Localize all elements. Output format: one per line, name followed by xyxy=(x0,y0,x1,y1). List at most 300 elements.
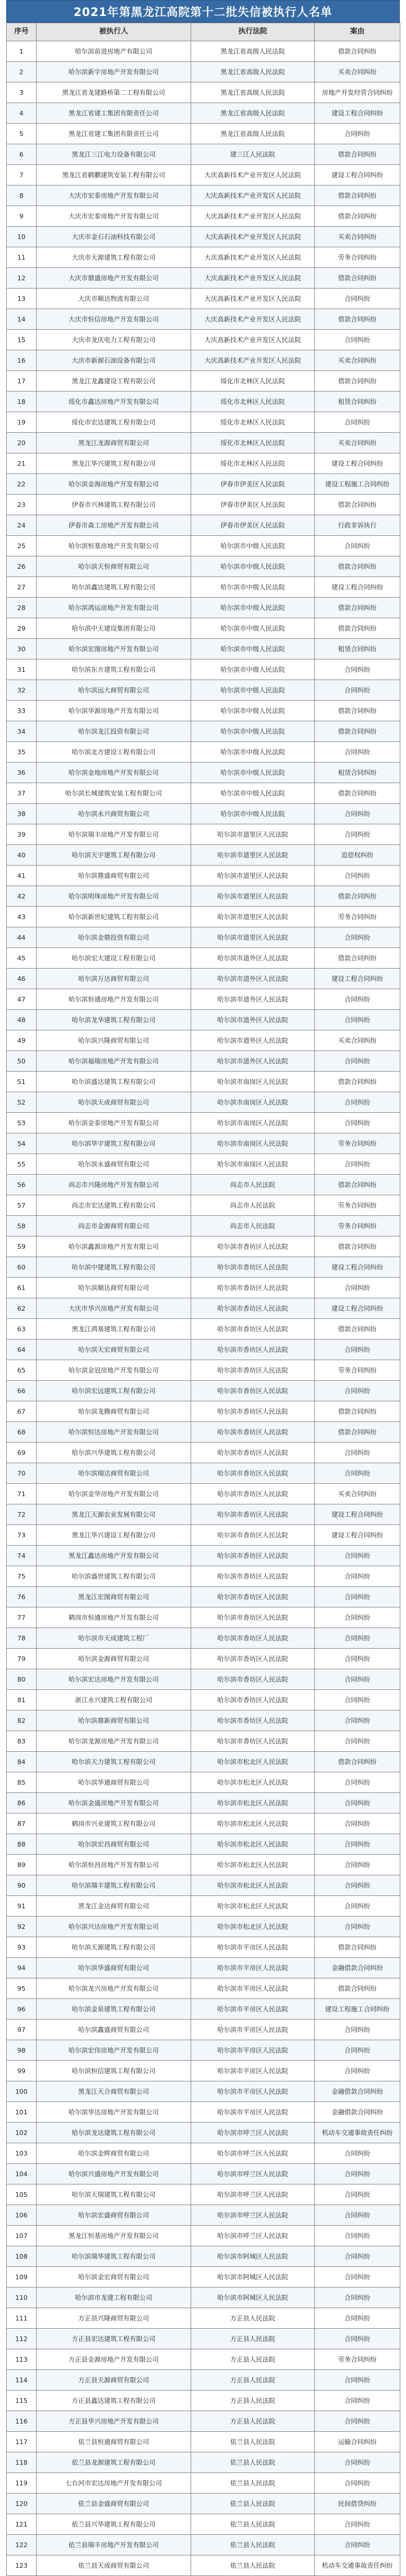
cell-case: 合同纠纷 xyxy=(315,2287,400,2308)
cell-court: 依兰县人民法院 xyxy=(191,2555,315,2576)
cell-case: 建设工程合同纠纷 xyxy=(315,577,400,598)
cell-court: 哈尔滨市香坊区人民法院 xyxy=(191,1731,315,1752)
table-row xyxy=(7,1381,400,1401)
cell-number: 9 xyxy=(7,206,37,227)
cell-number: 33 xyxy=(7,701,37,721)
cell-case: 合同纠纷 xyxy=(315,2020,400,2040)
cell-court: 哈尔滨市道外区人民法院 xyxy=(191,1010,315,1030)
cell-court: 大庆高新技术产业开发区人民法院 xyxy=(191,165,315,185)
cell-number: 92 xyxy=(7,1917,37,1937)
cell-court: 哈尔滨市平房区人民法院 xyxy=(191,2020,315,2040)
table-row xyxy=(7,1917,400,1937)
cell-debtor: 黑龙江鸿基建筑工程有限公司 xyxy=(37,1319,191,1340)
cell-case: 买卖合同纠纷 xyxy=(315,1030,400,1051)
cell-court: 依兰县人民法院 xyxy=(191,2494,315,2514)
cell-case: 借款合同纠纷 xyxy=(315,1752,400,1772)
cell-debtor: 鹤岗市兴业建筑工程有限公司 xyxy=(37,1814,191,1834)
table-row xyxy=(7,2020,400,2040)
cell-number: 113 xyxy=(7,2349,37,2370)
table-row xyxy=(7,268,400,289)
cell-debtor: 黑龙江三江电力设备有限公司 xyxy=(37,144,191,165)
table-row xyxy=(7,515,400,536)
cell-court: 哈尔滨市呼兰区人民法院 xyxy=(191,2226,315,2246)
cell-number: 46 xyxy=(7,969,37,989)
cell-number: 18 xyxy=(7,392,37,412)
table-row xyxy=(7,1113,400,1133)
cell-debtor: 哈尔滨鑫源房地产开发有限公司 xyxy=(37,1236,191,1257)
cell-case: 买卖合同纠纷 xyxy=(315,433,400,453)
cell-number: 121 xyxy=(7,2514,37,2535)
cell-court: 哈尔滨市中级人民法院 xyxy=(191,721,315,742)
cell-court: 哈尔滨市中级人民法院 xyxy=(191,701,315,721)
cell-court: 哈尔滨市松北区人民法院 xyxy=(191,1834,315,1855)
cell-number: 12 xyxy=(7,268,37,289)
table-row xyxy=(7,453,400,474)
table-row xyxy=(7,701,400,721)
cell-number: 83 xyxy=(7,1731,37,1752)
cell-court: 绥化市北林区人民法院 xyxy=(191,412,315,433)
cell-debtor: 方正县天源商贸有限公司 xyxy=(37,2370,191,2391)
cell-number: 1 xyxy=(7,41,37,62)
cell-debtor: 尚志市宏达建筑工程有限公司 xyxy=(37,1195,191,1216)
cell-debtor: 哈尔滨恒达房地产开发有限公司 xyxy=(37,1422,191,1443)
cell-court: 哈尔滨市道里区人民法院 xyxy=(191,927,315,948)
cell-debtor: 哈尔滨天源建筑工程有限公司 xyxy=(37,1937,191,1958)
cell-number: 6 xyxy=(7,144,37,165)
cell-case: 合同纠纷 xyxy=(315,1587,400,1607)
cell-debtor: 黑龙江金达商贸有限公司 xyxy=(37,1896,191,1917)
cell-debtor: 哈尔滨华达房地产开发有限公司 xyxy=(37,2102,191,2123)
cell-debtor: 哈尔滨市龙建工程有限公司 xyxy=(37,2287,191,2308)
table-row xyxy=(7,1690,400,1710)
cell-number: 94 xyxy=(7,1958,37,1978)
cell-case: 合同纠纷 xyxy=(315,2246,400,2267)
cell-number: 51 xyxy=(7,1072,37,1092)
cell-court: 黑龙江省高级人民法院 xyxy=(191,62,315,82)
cell-debtor: 黑龙江省龙建路桥第二工程有限公司 xyxy=(37,82,191,103)
table-row xyxy=(7,2061,400,2081)
cell-debtor: 大庆市新源石油设备有限公司 xyxy=(37,350,191,371)
table-row xyxy=(7,2226,400,2246)
cell-number: 74 xyxy=(7,1546,37,1566)
cell-case: 借款合同纠纷 xyxy=(315,41,400,62)
cell-debtor: 方正县宏达建筑工程有限公司 xyxy=(37,2329,191,2349)
cell-number: 5 xyxy=(7,124,37,144)
table-row xyxy=(7,783,400,804)
cell-number: 111 xyxy=(7,2308,37,2329)
table-row xyxy=(7,1649,400,1669)
table-row xyxy=(7,598,400,618)
cell-case: 借款合同纠纷 xyxy=(315,1422,400,1443)
cell-number: 3 xyxy=(7,82,37,103)
cell-case: 合同纠纷 xyxy=(315,1731,400,1752)
cell-number: 44 xyxy=(7,927,37,948)
table-row xyxy=(7,392,400,412)
cell-number: 4 xyxy=(7,103,37,124)
cell-case: 借款合同纠纷 xyxy=(315,309,400,330)
cell-debtor: 哈尔滨宏大建设工程有限公司 xyxy=(37,948,191,969)
cell-debtor: 哈尔滨鸿运房地产开发有限公司 xyxy=(37,598,191,618)
cell-number: 106 xyxy=(7,2205,37,2226)
table-row xyxy=(7,2205,400,2226)
cell-number: 8 xyxy=(7,185,37,206)
cell-number: 42 xyxy=(7,886,37,907)
cell-case: 借款合同纠纷 xyxy=(315,1319,400,1340)
table-row xyxy=(7,1030,400,1051)
cell-court: 哈尔滨市平房区人民法院 xyxy=(191,2040,315,2061)
cell-debtor: 哈尔滨兴华建筑工程有限公司 xyxy=(37,1443,191,1463)
table-row xyxy=(7,680,400,701)
table-row xyxy=(7,2308,400,2329)
cell-number: 93 xyxy=(7,1937,37,1958)
table-row xyxy=(7,2370,400,2391)
table-row xyxy=(7,2514,400,2535)
cell-debtor: 哈尔滨宏图房地产开发有限公司 xyxy=(37,639,191,659)
cell-case: 民间借贷纠纷 xyxy=(315,2494,400,2514)
cell-case: 合同纠纷 xyxy=(315,1669,400,1690)
cell-number: 64 xyxy=(7,1340,37,1360)
cell-case: 合同纠纷 xyxy=(315,2143,400,2164)
cell-debtor: 伊春市兴林建筑工程有限公司 xyxy=(37,495,191,515)
cell-debtor: 哈尔滨天宇建筑工程有限公司 xyxy=(37,845,191,866)
table-row xyxy=(7,845,400,866)
cell-court: 哈尔滨市香坊区人民法院 xyxy=(191,1422,315,1443)
table-row xyxy=(7,927,400,948)
cell-case: 借款合同纠纷 xyxy=(315,1072,400,1092)
cell-court: 哈尔滨市香坊区人民法院 xyxy=(191,1607,315,1628)
cell-court: 哈尔滨市道里区人民法院 xyxy=(191,824,315,845)
cell-court: 方正县人民法院 xyxy=(191,2370,315,2391)
cell-case: 金融借款合同纠纷 xyxy=(315,2102,400,2123)
cell-case: 合同纠纷 xyxy=(315,927,400,948)
cell-court: 哈尔滨市阿城区人民法院 xyxy=(191,2287,315,2308)
cell-court: 哈尔滨市中级人民法院 xyxy=(191,556,315,577)
cell-case: 合同纠纷 xyxy=(315,1113,400,1133)
table-row xyxy=(7,886,400,907)
cell-case: 借款合同纠纷 xyxy=(315,268,400,289)
cell-debtor: 绥化市宏达建筑工程有限公司 xyxy=(37,412,191,433)
cell-court: 哈尔滨市松北区人民法院 xyxy=(191,1917,315,1937)
cell-number: 26 xyxy=(7,556,37,577)
cell-number: 96 xyxy=(7,1999,37,2020)
table-row xyxy=(7,433,400,453)
cell-number: 45 xyxy=(7,948,37,969)
cell-case: 合同纠纷 xyxy=(315,1546,400,1566)
cell-number: 89 xyxy=(7,1855,37,1875)
cell-number: 101 xyxy=(7,2102,37,2123)
cell-number: 37 xyxy=(7,783,37,804)
cell-court: 哈尔滨市香坊区人民法院 xyxy=(191,1298,315,1319)
table-row xyxy=(7,2287,400,2308)
cell-case: 建设工程合同纠纷 xyxy=(315,1298,400,1319)
cell-debtor: 绥化市鑫达房地产开发有限公司 xyxy=(37,392,191,412)
cell-debtor: 方正县华兴房地产开发有限公司 xyxy=(37,2411,191,2432)
cell-case: 建设工程合同纠纷 xyxy=(315,1525,400,1546)
table-row xyxy=(7,474,400,495)
cell-court: 哈尔滨市香坊区人民法院 xyxy=(191,1360,315,1381)
table-row xyxy=(7,2164,400,2184)
cell-court: 哈尔滨市南岗区人民法院 xyxy=(191,1133,315,1154)
table-row xyxy=(7,2081,400,2102)
table-row xyxy=(7,1731,400,1752)
cell-debtor: 哈尔滨金海房地产开发有限公司 xyxy=(37,474,191,495)
cell-court: 哈尔滨市道外区人民法院 xyxy=(191,1030,315,1051)
table-row xyxy=(7,989,400,1010)
cell-court: 黑龙江省高级人民法院 xyxy=(191,103,315,124)
table-row xyxy=(7,1814,400,1834)
cell-case: 合同纠纷 xyxy=(315,1607,400,1628)
cell-court: 伊春市伊美区人民法院 xyxy=(191,495,315,515)
cell-court: 哈尔滨市呼兰区人民法院 xyxy=(191,2205,315,2226)
cell-case: 合同纠纷 xyxy=(315,289,400,309)
cell-debtor: 哈尔滨兴盛房地产开发有限公司 xyxy=(37,2164,191,2184)
table-row xyxy=(7,1298,400,1319)
table-row xyxy=(7,350,400,371)
cell-court: 哈尔滨市呼兰区人民法院 xyxy=(191,2184,315,2205)
cell-case: 合同纠纷 xyxy=(315,2308,400,2329)
table-row xyxy=(7,2143,400,2164)
table-row xyxy=(7,762,400,783)
table-row xyxy=(7,371,400,392)
table-row xyxy=(7,1010,400,1030)
table-row xyxy=(7,2123,400,2143)
table-row xyxy=(7,1216,400,1236)
cell-case: 合同纠纷 xyxy=(315,989,400,1010)
cell-debtor: 哈尔滨金源商贸有限公司 xyxy=(37,1649,191,1669)
cell-number: 61 xyxy=(7,1278,37,1298)
table-row xyxy=(7,1278,400,1298)
table-row xyxy=(7,1999,400,2020)
cell-case: 借款合同纠纷 xyxy=(315,144,400,165)
cell-debtor: 尚志市兴隆房地产开发有限公司 xyxy=(37,1175,191,1195)
cell-debtor: 黑龙江华兴建设工程有限公司 xyxy=(37,1525,191,1546)
cell-debtor: 哈尔滨兴隆商贸有限公司 xyxy=(37,1030,191,1051)
cell-case: 买卖合同纠纷 xyxy=(315,350,400,371)
table-row xyxy=(7,144,400,165)
cell-number: 122 xyxy=(7,2535,37,2555)
cell-number: 11 xyxy=(7,247,37,268)
cell-court: 哈尔滨市平房区人民法院 xyxy=(191,2081,315,2102)
cell-case: 合同纠纷 xyxy=(315,2411,400,2432)
cell-debtor: 哈尔滨鼎新商贸有限公司 xyxy=(37,1710,191,1731)
table-row xyxy=(7,1958,400,1978)
cell-number: 103 xyxy=(7,2143,37,2164)
table-row xyxy=(7,866,400,886)
cell-number: 36 xyxy=(7,762,37,783)
cell-debtor: 大庆市龙庆电力工程有限公司 xyxy=(37,330,191,350)
cell-number: 63 xyxy=(7,1319,37,1340)
cell-case: 借款合同纠纷 xyxy=(315,206,400,227)
cell-debtor: 哈尔滨金盛房地产开发有限公司 xyxy=(37,1793,191,1814)
cell-case: 借款合同纠纷 xyxy=(315,1175,400,1195)
cell-number: 56 xyxy=(7,1175,37,1195)
cell-debtor: 哈尔滨天力建筑工程有限公司 xyxy=(37,1752,191,1772)
cell-case: 建设工程施工合同纠纷 xyxy=(315,1999,400,2020)
cell-court: 哈尔滨市阿城区人民法院 xyxy=(191,2246,315,2267)
cell-number: 23 xyxy=(7,495,37,515)
cell-case: 借款合同纠纷 xyxy=(315,185,400,206)
cell-debtor: 哈尔滨新世纪建筑工程有限公司 xyxy=(37,907,191,927)
cell-debtor: 黑龙江龙源商贸有限公司 xyxy=(37,433,191,453)
cell-court: 哈尔滨市平房区人民法院 xyxy=(191,2061,315,2081)
table-row xyxy=(7,2411,400,2432)
cell-case: 合同纠纷 xyxy=(315,1463,400,1484)
table-row xyxy=(7,2267,400,2287)
cell-case: 借款合同纠纷 xyxy=(315,556,400,577)
cell-court: 哈尔滨市香坊区人民法院 xyxy=(191,1236,315,1257)
cell-number: 105 xyxy=(7,2184,37,2205)
cell-case: 合同纠纷 xyxy=(315,1278,400,1298)
cell-number: 13 xyxy=(7,289,37,309)
cell-number: 29 xyxy=(7,618,37,639)
cell-debtor: 哈尔滨瑞丰建筑工程有限公司 xyxy=(37,1875,191,1896)
cell-court: 伊春市伊美区人民法院 xyxy=(191,474,315,495)
cell-number: 87 xyxy=(7,1814,37,1834)
cell-case: 合同纠纷 xyxy=(315,2184,400,2205)
cell-court: 绥化市北林区人民法院 xyxy=(191,453,315,474)
cell-court: 哈尔滨市香坊区人民法院 xyxy=(191,1690,315,1710)
cell-debtor: 哈尔滨宏达房地产开发有限公司 xyxy=(37,1669,191,1690)
cell-debtor: 哈尔滨鼎盛商贸有限公司 xyxy=(37,866,191,886)
cell-court: 哈尔滨市南岗区人民法院 xyxy=(191,1092,315,1113)
cell-debtor: 哈尔滨盛达建筑工程有限公司 xyxy=(37,1072,191,1092)
cell-court: 哈尔滨市中级人民法院 xyxy=(191,762,315,783)
cell-number: 99 xyxy=(7,2061,37,2081)
cell-debtor: 哈尔滨福瑞房地产开发有限公司 xyxy=(37,1051,191,1072)
cell-number: 53 xyxy=(7,1113,37,1133)
cell-case: 合同纠纷 xyxy=(315,1917,400,1937)
cell-debtor: 大庆市金石石油科技有限公司 xyxy=(37,227,191,247)
cell-case: 租赁合同纠纷 xyxy=(315,392,400,412)
cell-number: 118 xyxy=(7,2452,37,2473)
cell-case: 劳务合同纠纷 xyxy=(315,1360,400,1381)
cell-number: 78 xyxy=(7,1628,37,1649)
cell-number: 104 xyxy=(7,2164,37,2184)
cell-debtor: 哈尔滨瑞达商贸有限公司 xyxy=(37,1463,191,1484)
cell-number: 40 xyxy=(7,845,37,866)
cell-case: 追偿权纠纷 xyxy=(315,845,400,866)
cell-debtor: 哈尔滨永盛商贸有限公司 xyxy=(37,1154,191,1175)
cell-court: 哈尔滨市香坊区人民法院 xyxy=(191,1587,315,1607)
cell-case: 合同纠纷 xyxy=(315,2061,400,2081)
cell-number: 55 xyxy=(7,1154,37,1175)
cell-debtor: 依兰县龙源建筑工程有限公司 xyxy=(37,2452,191,2473)
cell-number: 117 xyxy=(7,2432,37,2452)
cell-number: 115 xyxy=(7,2391,37,2411)
table-row xyxy=(7,495,400,515)
cell-case: 金融借款合同纠纷 xyxy=(315,1958,400,1978)
cell-debtor: 哈尔滨天恒商贸有限公司 xyxy=(37,556,191,577)
cell-debtor: 大庆市顺达物流有限公司 xyxy=(37,289,191,309)
cell-case: 合同纠纷 xyxy=(315,2267,400,2287)
page-title: 2021年第黑龙江高院第十二批失信被执行人名单 xyxy=(6,0,400,23)
cell-court: 黑龙江省高级人民法院 xyxy=(191,41,315,62)
cell-case: 建设工程合同纠纷 xyxy=(315,453,400,474)
cell-number: 123 xyxy=(7,2555,37,2576)
cell-number: 34 xyxy=(7,721,37,742)
cell-court: 哈尔滨市道外区人民法院 xyxy=(191,969,315,989)
cell-case: 合同纠纷 xyxy=(315,1566,400,1587)
table-row xyxy=(7,1772,400,1793)
cell-court: 绥化市北林区人民法院 xyxy=(191,392,315,412)
cell-court: 哈尔滨市道外区人民法院 xyxy=(191,989,315,1010)
cell-debtor: 哈尔滨市天成建筑工程厂 xyxy=(37,1628,191,1649)
cell-court: 大庆高新技术产业开发区人民法院 xyxy=(191,350,315,371)
cell-number: 88 xyxy=(7,1834,37,1855)
cell-court: 哈尔滨市道里区人民法院 xyxy=(191,886,315,907)
cell-number: 76 xyxy=(7,1587,37,1607)
cell-debtor: 哈尔滨宏伟房地产开发有限公司 xyxy=(37,2040,191,2061)
cell-court: 依兰县人民法院 xyxy=(191,2452,315,2473)
cell-number: 52 xyxy=(7,1092,37,1113)
cell-number: 107 xyxy=(7,2226,37,2246)
table-row xyxy=(7,103,400,124)
cell-debtor: 哈尔滨恒通房地产开发有限公司 xyxy=(37,989,191,1010)
cell-court: 伊春市伊美区人民法院 xyxy=(191,515,315,536)
table-row xyxy=(7,1752,400,1772)
cell-case: 合同纠纷 xyxy=(315,680,400,701)
cell-case: 合同纠纷 xyxy=(315,1628,400,1649)
cell-debtor: 黑龙江省鹤鹏建筑安装工程有限公司 xyxy=(37,165,191,185)
table-row xyxy=(7,969,400,989)
cell-debtor: 哈尔滨远大商贸有限公司 xyxy=(37,680,191,701)
cell-case: 合同纠纷 xyxy=(315,2226,400,2246)
cell-case: 机动车交通事故责任纠纷 xyxy=(315,2555,400,2576)
cell-court: 依兰县人民法院 xyxy=(191,2514,315,2535)
cell-case: 劳务合同纠纷 xyxy=(315,1216,400,1236)
cell-debtor: 哈尔滨恒基房地产开发有限公司 xyxy=(37,536,191,556)
table-row xyxy=(7,2329,400,2349)
cell-court: 大庆高新技术产业开发区人民法院 xyxy=(191,268,315,289)
cell-debtor: 黑龙江省建工集团有限责任公司 xyxy=(37,124,191,144)
cell-number: 71 xyxy=(7,1484,37,1504)
cell-debtor: 大庆市天源建筑工程有限公司 xyxy=(37,247,191,268)
cell-debtor: 伊春市森工房地产开发有限公司 xyxy=(37,515,191,536)
cell-debtor: 七台河市宏达房地产开发有限公司 xyxy=(37,2473,191,2494)
cell-case: 合同纠纷 xyxy=(315,2473,400,2494)
cell-court: 方正县人民法院 xyxy=(191,2411,315,2432)
cell-court: 哈尔滨市中级人民法院 xyxy=(191,577,315,598)
cell-debtor: 黑龙江鑫达房地产开发有限公司 xyxy=(37,1546,191,1566)
cell-court: 哈尔滨市松北区人民法院 xyxy=(191,1896,315,1917)
table-row xyxy=(7,289,400,309)
cell-case: 买卖合同纠纷 xyxy=(315,227,400,247)
cell-case: 借款合同纠纷 xyxy=(315,598,400,618)
cell-case: 借款合同纠纷 xyxy=(315,1236,400,1257)
cell-debtor: 哈尔滨龙兴房地产开发有限公司 xyxy=(37,1978,191,1999)
cell-case: 合同纠纷 xyxy=(315,866,400,886)
cell-number: 95 xyxy=(7,1978,37,1999)
cell-number: 16 xyxy=(7,350,37,371)
cell-number: 69 xyxy=(7,1443,37,1463)
cell-court: 哈尔滨市中级人民法院 xyxy=(191,598,315,618)
cell-debtor: 哈尔滨中天建设集团有限公司 xyxy=(37,618,191,639)
table-row xyxy=(7,1360,400,1381)
cell-number: 15 xyxy=(7,330,37,350)
table-row xyxy=(7,227,400,247)
cell-case: 合同纠纷 xyxy=(315,1443,400,1463)
cell-court: 大庆高新技术产业开发区人民法院 xyxy=(191,206,315,227)
cell-number: 41 xyxy=(7,866,37,886)
cell-court: 哈尔滨市平房区人民法院 xyxy=(191,1978,315,1999)
cell-court: 黑龙江省高级人民法院 xyxy=(191,82,315,103)
table-row xyxy=(7,1072,400,1092)
table-row xyxy=(7,1896,400,1917)
cell-case: 劳务合同纠纷 xyxy=(315,2349,400,2370)
cell-case: 借款合同纠纷 xyxy=(315,701,400,721)
cell-number: 20 xyxy=(7,433,37,453)
cell-debtor: 尚志市金源商贸有限公司 xyxy=(37,1216,191,1236)
